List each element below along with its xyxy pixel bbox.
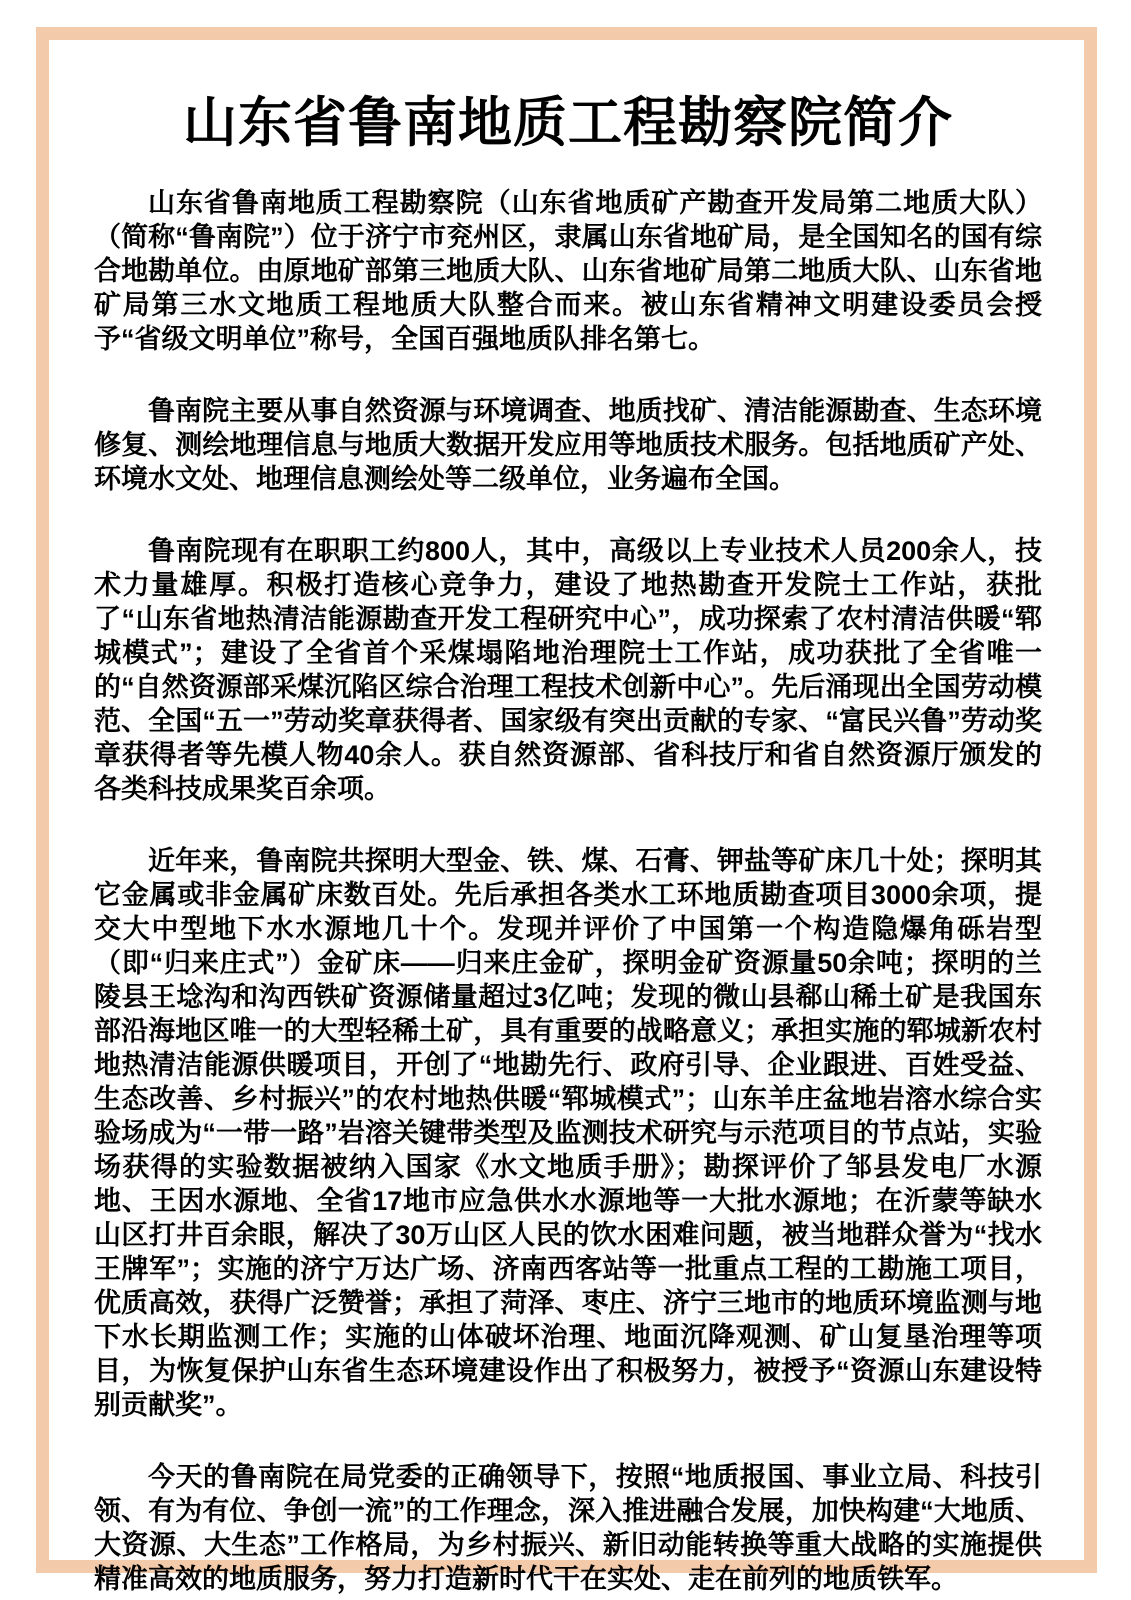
paragraph-staff-and-achievements: 鲁南院现有在职职工约800人，其中，高级以上专业技术人员200余人，技术力量雄厚。积极打造核心竞争力，建设了地热勘查开发院士工作站，获批了“山东省地热清洁能源勘查开发工程研究中心”，成功探索了农村清洁供暖“郓城模式”；建设了全省首个采煤塌陷地治理院士工作站，成功获批了全省唯一的“自然资源部采煤沉陷区综合治理工程技术创新中心”。先后涌现出全国劳动模范、全国“五一”劳动奖章获得者、国家级有突出贡献的专家、“富民兴鲁”劳动奖章获得者等先模人物40余人。获自然资源部、省科技厅和省自然资源厅颁发的各类科技成果奖百余项。: [94, 536, 1042, 804]
document-content: [94, 90, 1042, 1596]
paragraph-exploration-results: 近年来，鲁南院共探明大型金、铁、煤、石膏、钾盐等矿床几十处；探明其它金属或非金属矿床数百处。先后承担各类水工环地质勘查项目3000余项，提交大中型地下水水源地几十个。发现并评价了中国第一个构造隐爆角砾岩型（即“归来庄式”）金矿床——归来庄金矿，探明金矿资源量50余吨；探明的兰陵县王埝沟和沟西铁矿资源储量超过3亿吨；发现的微山县郗山稀土矿是我国东部沿海地区唯一的大型轻稀土矿，具有重要的战略意义；承担实施的郓城新农村地热清洁能源供暖项目，开创了“地勘先行、政府引导、企业跟进、百姓受益、生态改善、乡村振兴”的农村地热供暖“郓城模式”；山东羊庄盆地岩溶水综合实验场成为“一带一路”岩溶关键带类型及监测技术研究与示范项目的节点站，实验场获得的实验数据被纳入国家《水文地质手册》；勘探评价了邹县发电厂水源地、王因水源地、全省17地市应急供水水源地等一大批水源地；在沂蒙等缺水山区打井百余眼，解决了30万山区人民的饮水困难问题，被当地群众誉为“找水王牌军”；实施的济宁万达广场、济南西客站等一批重点工程的工勘施工项目，优质高效，获得广泛赞誉；承担了菏泽、枣庄、济宁三地市的地质环境监测与地下水长期监测工作；实施的山体破坏治理、地面沉降观测、矿山复垦治理等项目，为恢复保护山东省生态环境建设作出了积极努力，被授予“资源山东建设特别贡献奖”。: [94, 846, 1042, 1420]
page-title: 山东省鲁南地质工程勘察院简介: [183, 93, 953, 153]
paragraph-institute-overview: 山东省鲁南地质工程勘察院（山东省地质矿产勘查开发局第二地质大队）（简称“鲁南院”）位于济宁市兖州区，隶属山东省地矿局，是全国知名的国有综合地勘单位。由原地矿部第三地质大队、山东省地矿局第二地质大队、山东省地矿局第三水文地质工程地质大队整合而来。被山东省精神文明建设委员会授予“省级文明单位”称号，全国百强地质队排名第七。: [94, 188, 1042, 354]
paragraph-business-services: 鲁南院主要从事自然资源与环境调查、地质找矿、清洁能源勘查、生态环境修复、测绘地理信息与地质大数据开发应用等地质技术服务。包括地质矿产处、环境水文处、地理信息测绘处等二级单位，业务遍布全国。: [94, 396, 1042, 494]
paragraph-vision-and-mission: 今天的鲁南院在局党委的正确领导下，按照“地质报国、事业立局、科技引领、有为有位、争创一流”的工作理念，深入推进融合发展，加快构建“大地质、大资源、大生态”工作格局，为乡村振兴、新旧动能转换等重大战略的实施提供精准高效的地质服务，努力打造新时代干在实处、走在前列的地质铁军。: [94, 1462, 1042, 1594]
